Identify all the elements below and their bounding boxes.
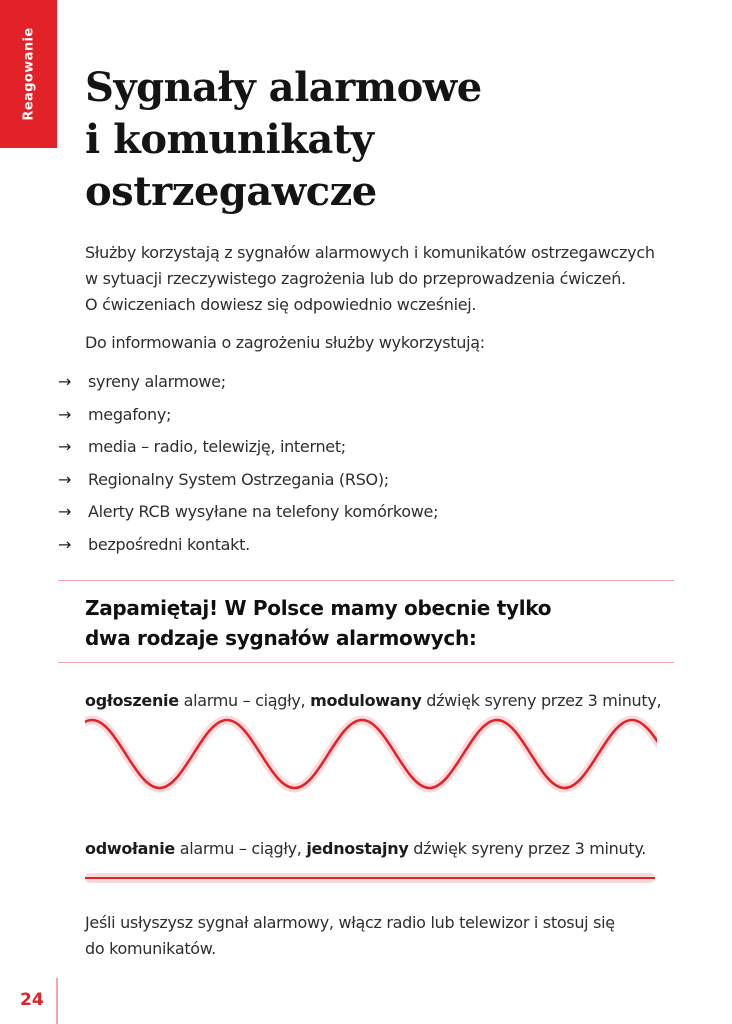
callout-rule-top xyxy=(58,580,674,581)
remember-callout xyxy=(85,593,551,653)
outro-line: do komunikatów. xyxy=(85,939,216,958)
arrow-right-icon: → xyxy=(58,502,72,521)
page-number: 24 xyxy=(20,990,44,1010)
intro-line: O ćwiczeniach dowiesz się odpowiednio wcześniej. xyxy=(85,295,477,314)
list-item xyxy=(58,499,438,525)
modulated-signal-wave xyxy=(85,714,657,794)
cancel-signal-tail: dźwięk syreny przez 3 minuty. xyxy=(408,839,646,858)
list-item-label: bezpośredni kontakt. xyxy=(88,534,250,554)
footer-divider xyxy=(56,978,58,1024)
intro-line: w sytuacji rzeczywistego zagrożenia lub do przeprowadzenia ćwiczeń. xyxy=(85,269,626,288)
remember-callout-line: Zapamiętaj! W Polsce mamy obecnie tylko xyxy=(85,596,552,620)
list-item xyxy=(58,369,438,395)
list-item xyxy=(58,402,438,428)
list-item-label: media – radio, telewizję, internet; xyxy=(88,437,346,456)
list-item-label: syreny alarmowe; xyxy=(88,372,226,391)
section-tab xyxy=(0,0,57,148)
arrow-right-icon: → xyxy=(58,534,72,554)
cancel-signal-term: odwołanie xyxy=(85,839,175,858)
page-title-line: i komunikaty xyxy=(85,116,374,163)
callout-rule-bottom xyxy=(58,662,674,663)
cancel-signal-type: jednostajny xyxy=(306,839,409,858)
outro-paragraph xyxy=(85,910,615,962)
cancel-signal-mid: alarmu – ciągły, xyxy=(174,839,307,858)
arrow-right-icon: → xyxy=(58,437,72,456)
section-tab-label: Reagowanie xyxy=(21,27,36,121)
announce-signal-mid: alarmu – ciągły, xyxy=(178,691,311,710)
intro-line: Służby korzystają z sygnałów alarmowych i komunikatów ostrzegawczych xyxy=(85,243,655,262)
outro-line: Jeśli usłyszysz sygnał alarmowy, włącz radio lub telewizor i stosuj się xyxy=(85,913,615,932)
announce-signal-term: ogłoszenie xyxy=(85,691,179,710)
continuous-signal-line xyxy=(85,873,655,883)
list-item xyxy=(58,532,438,558)
announce-signal-tail: dźwięk syreny przez 3 minuty, xyxy=(421,691,662,710)
arrow-right-icon: → xyxy=(58,469,72,489)
list-item xyxy=(58,467,438,493)
cancel-signal-text xyxy=(85,836,646,862)
announce-signal-text xyxy=(85,688,661,714)
page-title-line: Sygnały alarmowe xyxy=(85,64,482,111)
list-item xyxy=(58,434,438,460)
continuous-signal-line-core xyxy=(85,877,655,880)
remember-callout-line: dwa rodzaje sygnałów alarmowych: xyxy=(85,626,477,650)
list-intro: Do informowania o zagrożeniu służby wykorzystują: xyxy=(85,333,485,352)
page-title xyxy=(85,62,482,218)
list-item-label: Regionalny System Ostrzegania (RSO); xyxy=(88,469,389,489)
arrow-right-icon: → xyxy=(58,372,72,391)
page-title-line: ostrzegawcze xyxy=(85,168,377,215)
list-item-label: megafony; xyxy=(88,404,172,424)
alert-channels-list xyxy=(58,369,438,564)
intro-paragraph xyxy=(85,240,655,318)
list-item-label: Alerty RCB wysyłane na telefony komórkowe; xyxy=(88,502,439,521)
arrow-right-icon: → xyxy=(58,404,72,424)
announce-signal-type: modulowany xyxy=(310,691,422,710)
